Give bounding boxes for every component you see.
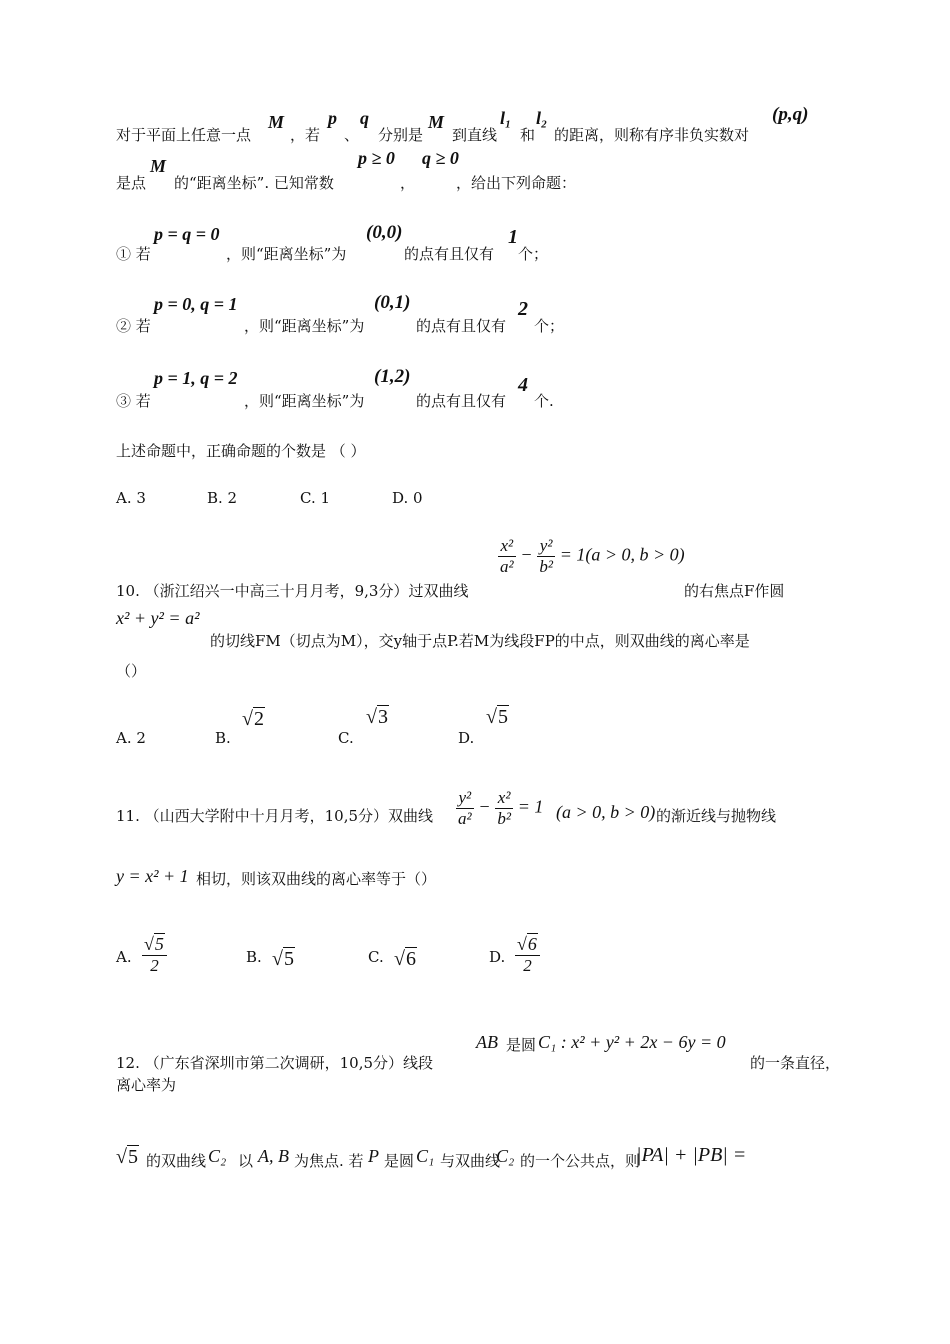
item-text: ，则“距离坐标”为 — [226, 245, 347, 263]
parabola-equation: y = x² + 1 — [116, 866, 189, 886]
q12-text: 是圆 — [506, 1036, 537, 1054]
sqrt-5: √5 — [116, 1146, 138, 1168]
q11-text: 相切，则该双曲线的离心率等于（） — [196, 870, 437, 888]
item-text: 的点有且仅有 — [416, 392, 507, 410]
choice-c[interactable]: C. — [368, 948, 384, 966]
math-q: q — [360, 108, 369, 128]
q10-text: 10. （浙江绍兴一中高三十月月考，9,3分）过双曲线 — [116, 582, 469, 600]
math-M: M — [268, 112, 285, 132]
math-c2: C₂ — [208, 1146, 227, 1166]
choice-c[interactable]: C. 1 — [300, 489, 331, 507]
choice-d[interactable]: D. 0 — [392, 489, 423, 507]
item-text: ，则“距离坐标”为 — [244, 317, 365, 335]
choice-c[interactable]: C. — [338, 729, 354, 747]
math-p: P — [368, 1146, 379, 1166]
math-cond: p = 1, q = 2 — [154, 368, 238, 388]
q9-text: ， — [400, 174, 416, 192]
item-text: 个； — [518, 245, 549, 263]
q10-text: 的切线FM（切点为M），交y轴于点P.若M为线段FP的中点，则双曲线的离心率是 — [210, 632, 750, 650]
q12-text: 与双曲线 — [440, 1152, 501, 1170]
hyperbola-condition: (a > 0, b > 0) — [556, 802, 656, 822]
item-text: 的点有且仅有 — [404, 245, 495, 263]
q11-text: 的渐近线与抛物线 — [656, 807, 777, 825]
q10-text: 的右焦点F作圆 — [684, 582, 785, 600]
q9-text: 和 — [520, 126, 536, 144]
sqrt-2: √2 — [242, 708, 264, 730]
q9-text: 到直线 — [452, 126, 498, 144]
q9-text: 对于平面上任意一点 — [116, 126, 252, 144]
sqrt-3: √3 — [366, 706, 388, 728]
math-count: 2 — [518, 298, 528, 320]
item-number: ② 若 — [116, 317, 151, 335]
math-count: 4 — [518, 374, 528, 396]
hyperbola-equation: $\frac{\text{y²}}{\text{a²}}$ − $\frac{\text{x²}}{\text{b²}}$ = 1 — [458, 788, 544, 828]
math-pair: (p,q) — [772, 104, 809, 125]
q12-text: 是圆 — [384, 1152, 415, 1170]
item-text: 个. — [534, 392, 554, 410]
q9-text: 是点 — [116, 174, 147, 192]
item-text: 的点有且仅有 — [416, 317, 507, 335]
q12-text: 以 — [238, 1152, 254, 1170]
math-c1: C₁ — [416, 1146, 435, 1166]
sqrt-5: √5 — [272, 948, 294, 970]
q12-text: 离心率为 — [116, 1076, 177, 1094]
item-text: ，则“距离坐标”为 — [244, 392, 365, 410]
math-M: M — [428, 112, 445, 132]
item-number: ③ 若 — [116, 392, 151, 410]
q11-text: 11. （山西大学附中十月月考，10,5分）双曲线 — [116, 807, 434, 825]
math-ab: AB — [476, 1032, 498, 1052]
math-count: 1 — [508, 226, 518, 248]
math-ab: A, B — [258, 1146, 289, 1166]
q9-text: 的距离，则称有序非负实数对 — [554, 126, 750, 144]
q9-text: ，给出下列命题： — [456, 174, 577, 192]
q9-text: 的“距离坐标”. 已知常数 — [174, 174, 334, 192]
choice-b[interactable]: B. — [246, 948, 262, 966]
q9-text: 、 — [344, 126, 360, 144]
q12-text: 12. （广东省深圳市第二次调研，10,5分）线段 — [116, 1054, 434, 1072]
math-expression: |PA| + |PB| = — [636, 1144, 747, 1166]
hyperbola-equation: $\frac{\text{x²}}{\text{a²}}$ − $\frac{\text{y²}}{\text{b²}}$ = 1(a > 0, b > 0) — [500, 536, 685, 576]
math-M: M — [150, 156, 167, 176]
item-text: 个； — [534, 317, 565, 335]
math-coord: (1,2) — [374, 366, 411, 387]
math-coord: (0,1) — [374, 292, 411, 313]
math-p: p — [328, 108, 337, 128]
q9-text: ，若 — [290, 126, 321, 144]
item-number: ① 若 — [116, 245, 151, 263]
sqrt-5: √5 — [486, 706, 508, 728]
choice-b[interactable]: B. 2 — [207, 489, 238, 507]
math-q-ge: q ≥ 0 — [422, 148, 459, 168]
option-d-fraction: $\frac{√6}{2}$ — [515, 934, 540, 976]
sqrt-6: √6 — [394, 948, 416, 970]
q10-paren: （） — [116, 662, 147, 680]
choice-d[interactable]: D. — [458, 729, 475, 747]
math-l2: l₂ — [536, 108, 548, 128]
choice-a[interactable]: A. — [116, 948, 132, 966]
math-p-ge: p ≥ 0 — [358, 148, 395, 168]
choice-a[interactable]: A. 2 — [116, 729, 146, 747]
math-c2: C₂ — [496, 1146, 515, 1166]
choice-a[interactable]: A. 3 — [116, 489, 146, 507]
q12-text: 的一个公共点，则 — [520, 1152, 641, 1170]
q12-text: 的双曲线 — [146, 1152, 207, 1170]
math-cond: p = q = 0 — [154, 224, 220, 244]
math-l1: l₁ — [500, 108, 512, 128]
q9-question: 上述命题中，正确命题的个数是 （ ） — [116, 442, 366, 460]
circle-c1-equation: C₁ : x² + y² + 2x − 6y = 0 — [538, 1032, 726, 1052]
math-cond: p = 0, q = 1 — [154, 294, 238, 314]
math-coord: (0,0) — [366, 222, 403, 243]
option-a-fraction: $\frac{√5}{2}$ — [142, 934, 167, 976]
choice-b[interactable]: B. — [215, 729, 231, 747]
q9-text: 分别是 — [378, 126, 424, 144]
q12-text: 为焦点. 若 — [294, 1152, 364, 1170]
q12-text: 的一条直径， — [750, 1054, 841, 1072]
circle-equation: x² + y² = a² — [116, 608, 200, 628]
choice-d[interactable]: D. — [489, 948, 506, 966]
